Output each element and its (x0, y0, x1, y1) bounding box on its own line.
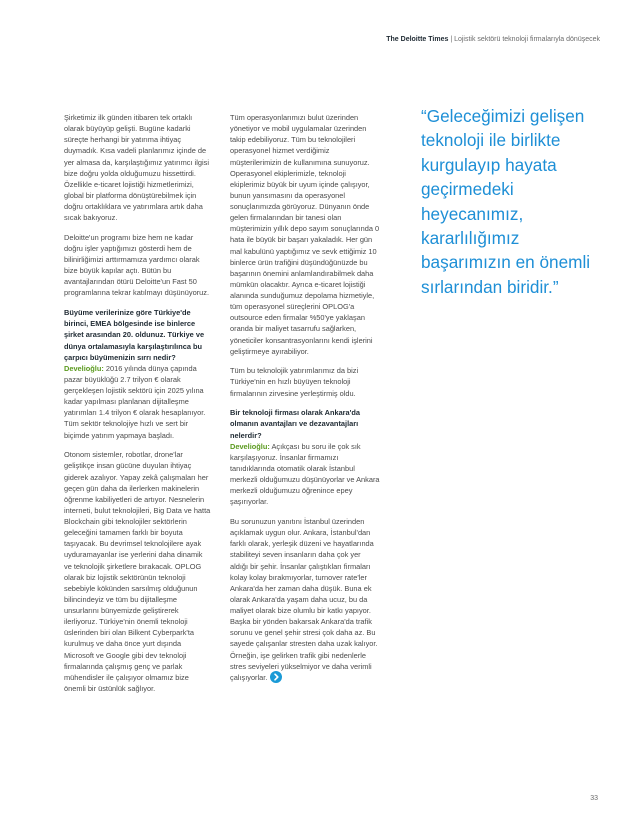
paragraph: Deloitte'un programı bize hem ne kadar doğru işler yaptığımızı gösterdi hem de bilinirliğimizi arttırmamıza yardımcı olarak bize büyük kapılar açtı. Bütün bu avantajlarından ötürü Deloitte'un Fast 50 programlarına tekrar katılmayı düşünüyoruz. (64, 232, 210, 298)
arrow-right-circle-icon[interactable] (270, 671, 282, 683)
header-separator: | (450, 36, 453, 43)
speaker-name: Develioğlu: (64, 363, 104, 373)
paragraph: Tüm operasyonlarımızı bulut üzerinden yönetiyor ve mobil uygulamalar üzerinden takip edebiliyoruz. Tüm bu teknolojileri operasyonel hizmet verdiğimiz müşterilerimizin de kullanımına sunuyoruz. Operasyonel ekiplerimizle, teknoloji ekiplerimiz büyük bir uyum içinde çalışıyor, bunun yansımasını da operasyonel sonuçlarımızda görüyoruz. Dünyanın önde gelen firmalarından bir tanesi olan müşterimizin yıllık depo sayım sonuçlarında 0 hata ile büyük bir başarı yakaladık. Her gün mal kabulünü yaptığımız ve sevk ettiğimiz 10 binlerce ürün trafiğini düşündüğünüzde bu başarının önemini anlamlandırabilmek daha mümkün olacaktır. Ayrıca e-ticaret lojistiği alanında sunduğumuz depolama hizmetiyle, tüm operasyonel süreçlerini OPLOG'a outsource eden firmalar %50'ye yaklaşan oranda bir maliyet tasarrufu sağlarken, yöneticiler konsantrasyonlarını kendi işlerini geliştirmeye ayırabiliyor. (230, 113, 380, 356)
paragraph: Otonom sistemler, robotlar, drone'lar geliştikçe insan gücüne duyulan ihtiyaç giderek azalıyor. Yapay zekâ çalışmaları her geçen gün daha da ilerlerken makinelerin öğrenme kabiliyetleri de artıyor. Nesnelerin interneti, bulut teknolojileri, Big Data ve hatta Blockchain gibi teknolojiler sektörlerin geleceğini tamamen farklı bir boyuta taşıyacak. Bu devrimsel teknolojilere ayak uyduramayanlar ise yerlerini daha dinamik ve teknolojik şirketlere bırakacak. OPLOG olarak biz lojistik sektörünün teknoloji sebebiyle kökünden sarsılmış olduğunun bilincindeyiz ve tüm bu dijitalleşme unsurlarını bünyemizde geliştirerek ilerliyoruz. Türkiye'nin önemli teknoloji üslerinden biri olan Bilkent Cyberpark'ta kurulmuş ve daha önce yurt dışında Microsoft ve Google gibi dev teknoloji firmalarında çalışmış genç ve parlak mühendisler ile çalışıyor olmamız bize önemli bir üstünlük sağlıyor. (64, 450, 211, 693)
paragraph: Şirketimiz ilk günden itibaren tek ortaklı olarak büyüyüp gelişti. Bugüne kadarki süreçte herhangi bir yatırıma ihtiyaç duymadık. Kısa vadeli planlarımız içinde de yer almasa da, karşılaştığımız yatırımcı ilgisi bize doğru yolda olduğumuzu hissettirdi. Özellikle e-ticaret lojistiği hizmetlerimizi, global bir platforma dönüştürebilmek için doğru ortaklıklara ve yatırımlara artık daha sıcak bakıyoruz. (64, 113, 209, 223)
interview-question: Büyüme verilerinize göre Türkiye'de birinci, EMEA bölgesinde ise binlerce şirket arasından 20. oldunuz. Türkiye ve dünya ortalamasıyla karşılaştırılınca bu çarpıcı büyümenizin sırrı nedir? (64, 308, 205, 362)
interview-question: Bir teknoloji firması olarak Ankara'da olmanın avantajları ve dezavantajları nelerdir? (230, 408, 361, 440)
section-title: Lojistik sektörü teknoloji firmalarıyla dönüşecek (454, 36, 600, 43)
running-header (386, 36, 600, 43)
qa-block (64, 307, 212, 441)
text-column-1 (64, 112, 212, 703)
paragraph-with-continue (230, 516, 380, 684)
publication-name: The Deloitte Times (386, 36, 449, 43)
interview-answer: 2016 yılında dünya çapında pazar büyüklüğü 2.7 trilyon € olarak gerçekleşen lojistik sektörü için 2025 yılına kadar yapılması planlanan dijitalleşme yatırımları 1.4 trilyon € olarak hesaplanıyor. Tüm sektör teknolojiye hızlı ve sert bir biçimde yatırım yapmaya başladı. (64, 363, 206, 440)
paragraph: Tüm bu teknolojik yatırımlarımız da bizi Türkiye'nin en hızlı büyüyen teknoloji firmalarının zirvesine yerleştirmiş oldu. (230, 366, 359, 398)
paragraph: Bu sorunuzun yanıtını İstanbul üzerinden açıklamak uygun olur. Ankara, İstanbul'dan farklı olarak, yerleşik düzeni ve hayatlarında stabiliteyi seven insanların daha çok yer aldığı bir şehir. İnsanlar çalıştıkları firmaları kolay kolay bırakmıyorlar, turnover rate'ler Ankara'da her zaman daha düşük. Buna ek olarak Ankara'da yaşam daha ucuz, bu da maliyet olarak bize olumlu bir katkı yapıyor. Başka bir yönden bakarsak Ankara'da trafik sorunu ve genel şehir stresi çok daha az. Bu sayede çalışanlar stresten daha uzak kalıyor. Örneğin, işe gelirken trafik gibi nedenlerle stres seviyeleri yükselmiyor ve daha verimli çalışıyorlar. (230, 517, 378, 682)
page-number: 33 (590, 795, 598, 802)
pull-quote: “Geleceğimizi gelişen teknoloji ile birlikte kurgulayıp hayata geçirmedeki heyecanımız, kararlılığımız başarımızın en önemli sırlarından biridir.” (421, 106, 591, 297)
speaker-name: Develioğlu: (230, 441, 270, 451)
interview-answer: Açıkçası bu soru ile çok sık karşılaşıyoruz. İnsanlar firmamızı tanıdıklarında otomatik olarak İstanbul merkezli olduğumuzu düşünüyorlar ve Ankara merkezli olduğumuzu öğrenince epey şaşırıyorlar. (230, 441, 380, 507)
text-column-2 (230, 112, 380, 692)
qa-block (230, 407, 380, 507)
